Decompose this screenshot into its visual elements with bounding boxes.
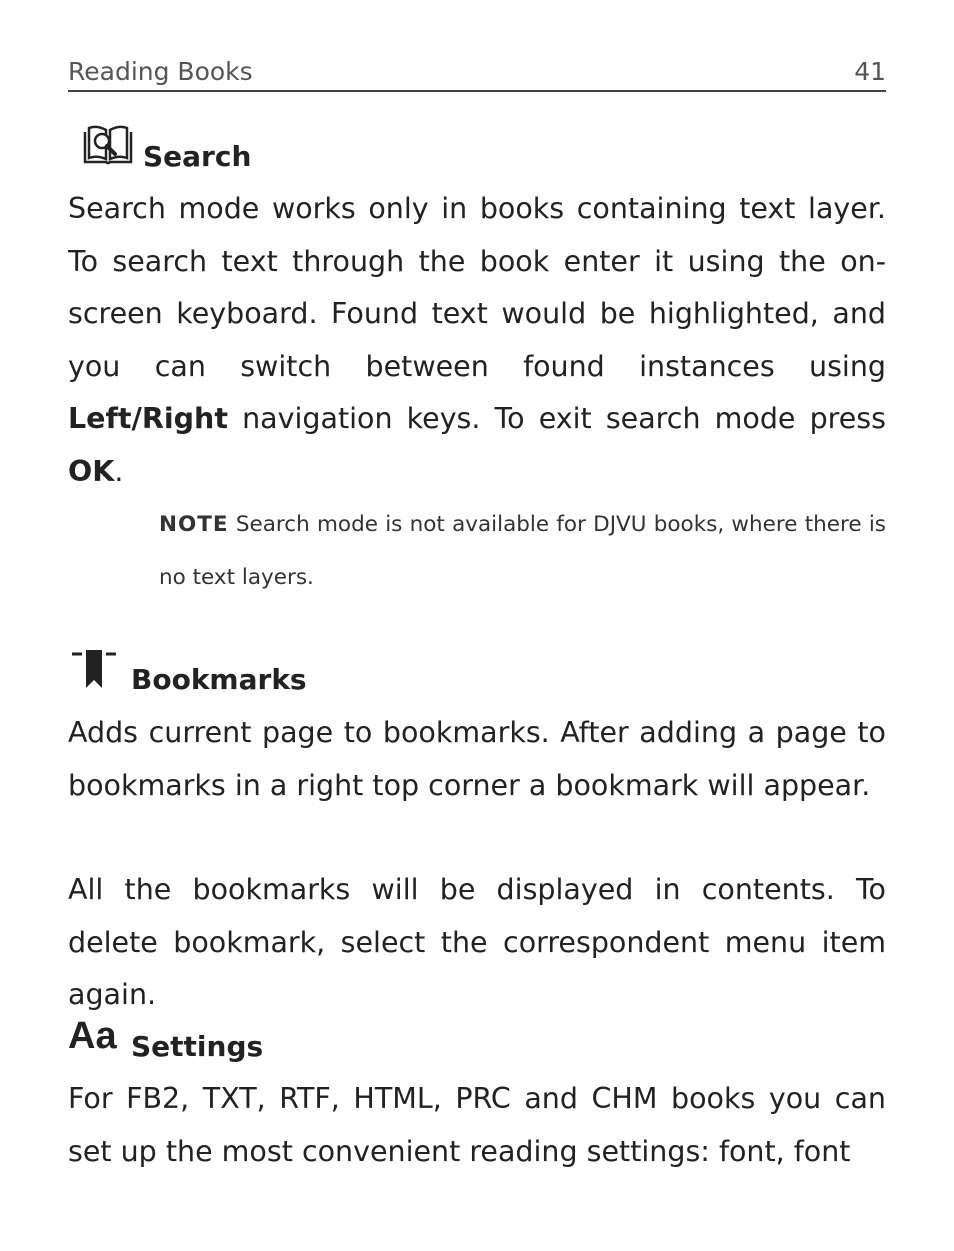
search-text-1: Search mode works only in books containing text layer. To search text through the book enter it using the on-screen keyboard. Found text would be highlighted, and you can switch between found instances using	[68, 192, 886, 383]
settings-heading: Settings	[131, 1030, 264, 1063]
ok-key: OK	[68, 454, 115, 488]
bookmarks-paragraph-1: Adds current page to bookmarks. After adding a page to bookmarks in a right top corner a bookmark will appear.	[68, 716, 886, 802]
bookmarks-heading: Bookmarks	[131, 663, 307, 696]
search-text-2: navigation keys. To exit search mode press	[227, 402, 886, 435]
font-settings-icon: Aa	[68, 1015, 117, 1057]
note-text: Search mode is not available for DJVU books, where there is no text layers.	[159, 512, 886, 590]
settings-paragraph: For FB2, TXT, RTF, HTML, PRC and CHM books you can set up the most convenient reading settings: font, font	[68, 1082, 886, 1168]
page-number: 41	[854, 57, 886, 86]
search-text-3: .	[114, 454, 124, 488]
note-label: NOTE	[159, 512, 229, 537]
book-search-icon	[82, 124, 134, 168]
search-note	[159, 498, 886, 604]
chapter-title: Reading Books	[68, 57, 253, 86]
left-right-keys: Left/Right	[68, 402, 228, 435]
bookmarks-paragraph-2: All the bookmarks will be displayed in contents. To delete bookmark, select the correspondent menu item again.	[68, 873, 886, 1011]
search-heading: Search	[143, 140, 252, 173]
page-header	[68, 56, 886, 92]
search-paragraph	[68, 183, 886, 498]
bookmark-icon	[70, 648, 120, 690]
